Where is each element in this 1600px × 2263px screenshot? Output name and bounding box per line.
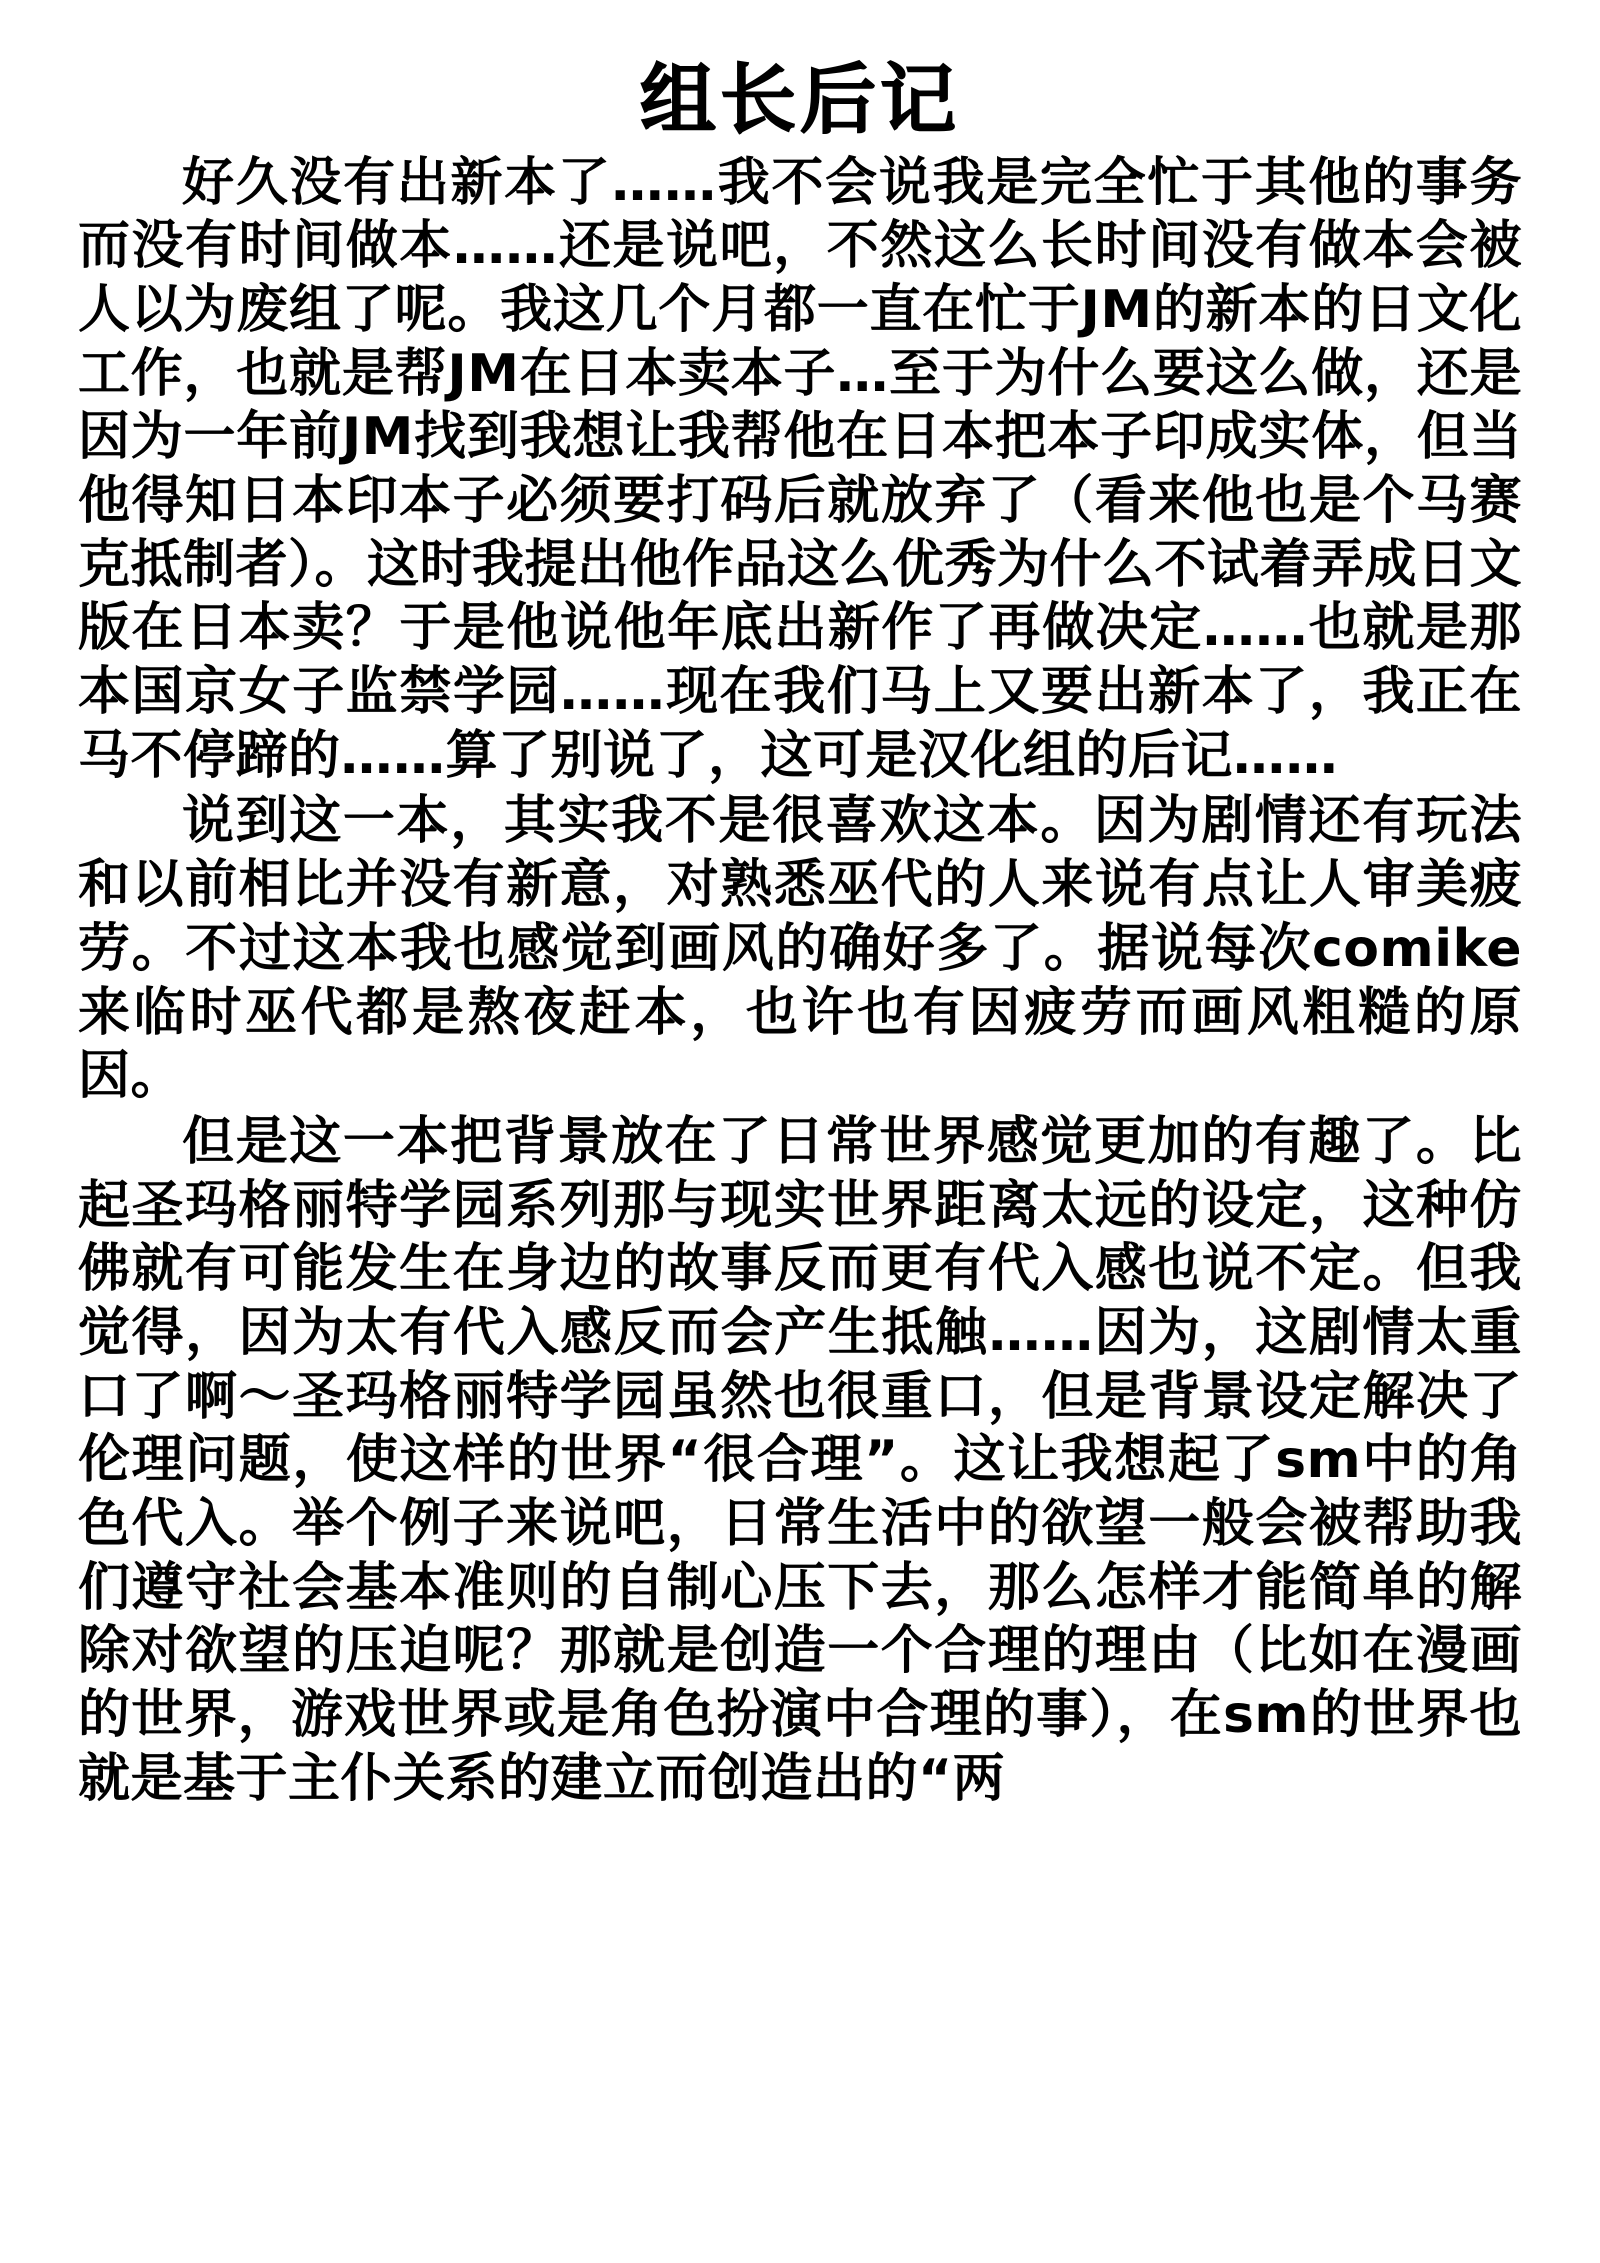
page-title: 组长后记 <box>640 55 960 144</box>
paragraph: 说到这一本，其实我不是很喜欢这本。因为剧情还有玩法和以前相比并没有新意，对熟悉巫代的人来说有点让人审美疲劳。不过这本我也感觉到画风的确好多了。据说每次comike来临时巫代都是熬夜赶本，也许也有因疲劳而画风粗糙的原因。 <box>78 791 1522 1107</box>
document-body <box>78 152 1522 1812</box>
paragraph: 但是这一本把背景放在了日常世界感觉更加的有趣了。比起圣玛格丽特学园系列那与现实世界距离太远的设定，这种仿佛就有可能发生在身边的故事反而更有代入感也说不定。但我觉得，因为太有代入感反而会产生抵触……因为，这剧情太重口了啊～圣玛格丽特学园虽然也很重口，但是背景设定解决了伦理问题，使这样的世界“很合理”。这让我想起了sm中的角色代入。举个例子来说吧，日常生活中的欲望一般会被帮助我们遵守社会基本准则的自制心压下去，那么怎样才能简单的解除对欲望的压迫呢？那就是创造一个合理的理由（比如在漫画的世界，游戏世界或是角色扮演中合理的事），在sm的世界也就是基于主仆关系的建立而创造出的“两 <box>78 1111 1522 1809</box>
paragraph: 好久没有出新本了……我不会说我是完全忙于其他的事务而没有时间做本……还是说吧，不然这么长时间没有做本会被人以为废组了呢。我这几个月都一直在忙于JM的新本的日文化工作，也就是帮JM在日本卖本子…至于为什么要这么做，还是因为一年前JM找到我想让我帮他在日本把本子印成实体，但当他得知日本印本子必须要打码后就放弃了（看来他也是个马赛克抵制者）。这时我提出他作品这么优秀为什么不试着弄成日文版在日本卖？于是他说他年底出新作了再做决定……也就是那本国京女子监禁学园……现在我们马上又要出新本了，我正在马不停蹄的……算了别说了，这可是汉化组的后记…… <box>78 152 1523 786</box>
